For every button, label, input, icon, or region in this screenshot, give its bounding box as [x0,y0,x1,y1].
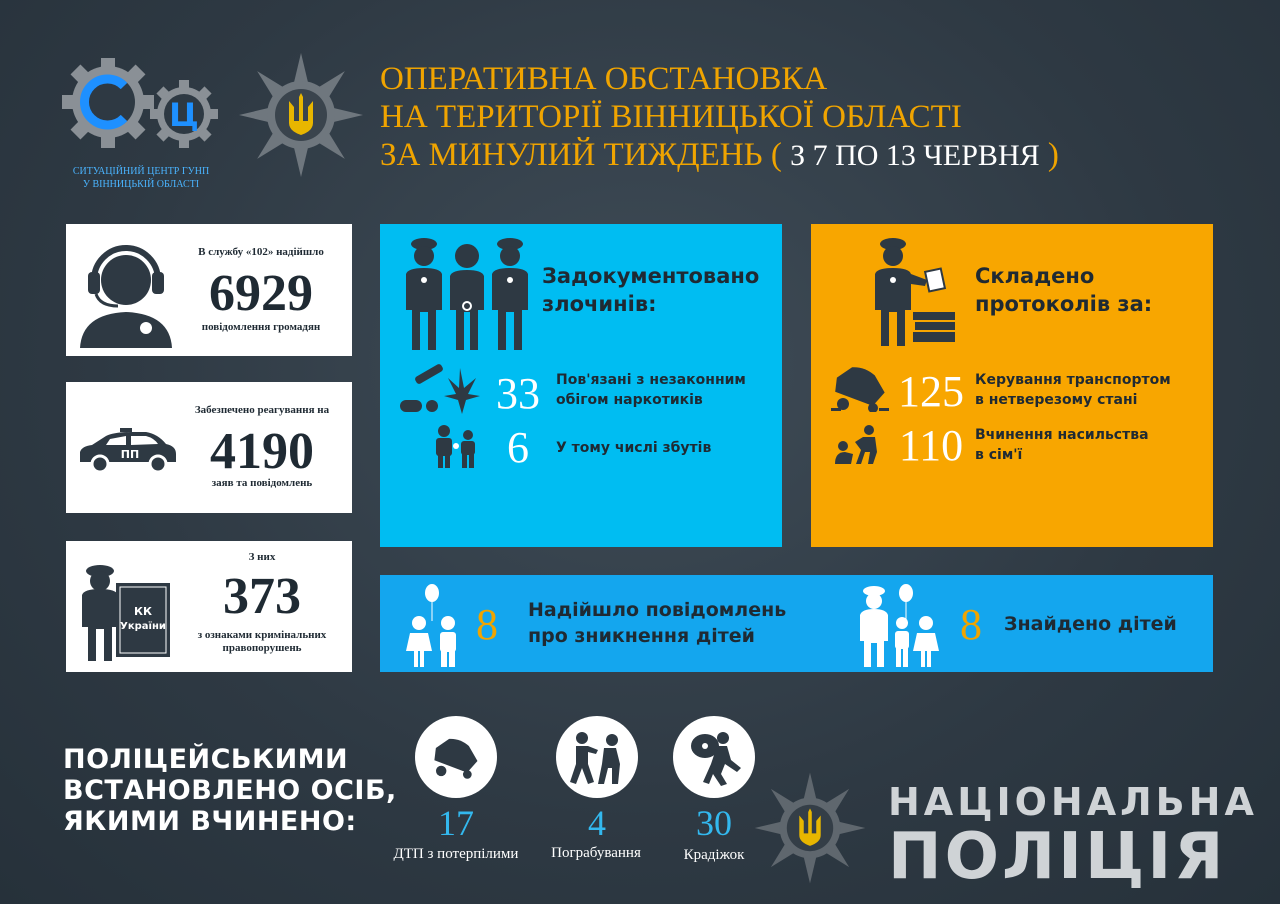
policeman-with-codex-icon [76,557,176,661]
protocols-panel: Складено протоколів за: 125 Керування транспортом в нетверезому стані 110 Вчинення насильства в сім'ї [811,224,1213,547]
domestic-violence-value: 110 [898,421,964,470]
thief-icon [685,728,743,786]
robbery-circle [556,716,638,798]
robberies-value: 4 [588,803,606,843]
svg-text:ПП: ПП [120,448,140,461]
svg-text:С: С [108,118,110,119]
missing-children-icon [404,581,466,667]
thefts-value: 30 [696,803,732,843]
found-children-value: 8 [960,600,982,649]
page-title: ОПЕРАТИВНА ОБСТАНОВКА НА ТЕРИТОРІЇ ВІННИЦЬКОЇ ОБЛАСТІ ЗА МИНУЛИЙ ТИЖДЕНЬ ( З 7 ПО 13 ЧЕРВНЯ ) [380,61,1059,173]
police-star-emblem [752,770,868,886]
crimes-panel: Задокументовано злочинів: 33 Пов'язані з незаконним обігом наркотиків 6 У тому числі збутів [380,224,782,547]
accidents-value: 17 [438,803,474,843]
logo-letter-c: Ц [169,96,199,134]
theft-circle [673,716,755,798]
calls-card: В службу «102» надійшло 6929 повідомлення громадян [66,224,352,356]
protocols-heading: Складено протоколів за: [975,264,1153,316]
situation-center-caption: СИТУАЦІЙНИЙ ЦЕНТР ГУНП У ВІННИЦЬКІЙ ОБЛАСТІ [72,166,210,190]
drug-dealing-icon [432,424,480,468]
crimes-heading: Задокументовано злочинів: [542,264,760,316]
national-police-brand: НАЦІОНАЛЬНА ПОЛІЦІЯ [888,780,1258,894]
svg-text:КК: КК [134,605,152,618]
drug-sales-value: 6 [507,423,529,472]
found-children-icon [858,581,940,667]
calls-value: 6929 [209,265,313,322]
response-value: 4190 [210,423,314,480]
domestic-violence-icon [833,424,881,464]
police-car-icon [76,428,180,472]
criminal-card: КК України З них 373 з ознаками кримінальних правопорушень [66,541,352,672]
police-star-emblem [236,50,366,180]
robbery-icon [568,730,626,784]
drug-crimes-value: 33 [496,369,540,418]
policeman-protocol-icon [867,234,959,346]
missing-children-value: 8 [476,600,498,649]
children-panel: 8 Надійшло повідомлень про зникнення дітей 8 Знайдено дітей [380,575,1213,672]
police-arrest-icon [402,234,532,350]
established-heading: ПОЛІЦЕЙСЬКИМИ ВСТАНОВЛЕНО ОСІБ, ЯКИМИ ВЧИНЕНО: [63,744,397,837]
criminal-value: 373 [223,568,301,625]
date-range: З 7 ПО 13 ЧЕРВНЯ [790,139,1040,172]
car-crash-circle [415,716,497,798]
car-crash-icon [429,732,483,782]
car-crash-icon [829,364,891,412]
drunk-driving-value: 125 [898,367,964,416]
drugs-icon [396,362,480,420]
svg-text:України: України [120,621,166,632]
logo-letter-s [84,80,134,126]
operator-headset-icon [76,236,176,348]
response-card: ПП Забезпечено реагування на 4190 заяв та повідомлень [66,382,352,513]
